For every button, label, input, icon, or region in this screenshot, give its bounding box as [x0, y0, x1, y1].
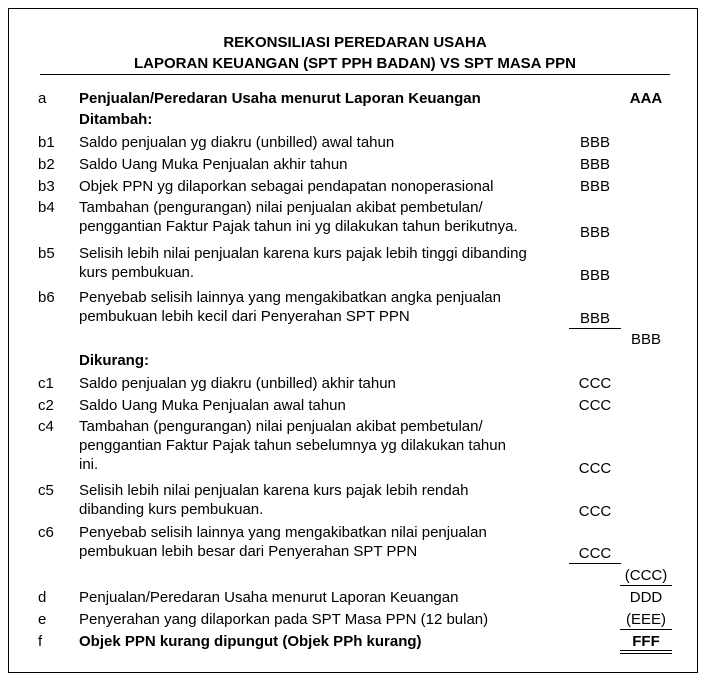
row-a-code: a [38, 90, 47, 107]
b3-amount: BBB [579, 178, 610, 195]
c2-amount: CCC [578, 397, 612, 414]
ditambah-sum-rule [569, 328, 621, 329]
row-d-total: DDD [629, 589, 663, 606]
row-f-code: f [38, 633, 43, 650]
c4-amount: CCC [578, 460, 612, 477]
c2-label: Saldo Uang Muka Penjualan awal tahun [79, 397, 346, 414]
final-double-rule-1 [620, 650, 672, 651]
row-d-label: Penjualan/Peredaran Usaha menurut Laporan Keuangan [79, 589, 459, 606]
b6-amount: BBB [579, 310, 610, 327]
c1-amount: CCC [578, 375, 612, 392]
c2-code: c2 [38, 397, 54, 414]
b6-label-line-2: pembukuan lebih kecil dari Penyerahan SPT PPN [79, 308, 410, 325]
b4-code: b4 [38, 199, 55, 216]
final-rule-top [620, 629, 672, 630]
b6-label-line-1: Penyebab selisih lainnya yang mengakibatkan angka penjualan [79, 289, 501, 306]
b5-code: b5 [38, 245, 55, 262]
dikurang-heading: Dikurang: [79, 352, 150, 369]
b3-code: b3 [38, 178, 55, 195]
title-line-2: LAPORAN KEUANGAN (SPT PPH BADAN) VS SPT MASA PPN [134, 55, 576, 72]
c5-amount: CCC [578, 503, 612, 520]
b1-code: b1 [38, 134, 55, 151]
b2-amount: BBB [579, 156, 610, 173]
b5-amount: BBB [579, 267, 610, 284]
b2-code: b2 [38, 156, 55, 173]
c1-label: Saldo penjualan yg diakru (unbilled) akhir tahun [79, 375, 396, 392]
b3-label: Objek PPN yg dilaporkan sebagai pendapatan nonoperasional [79, 178, 494, 195]
c5-label-line-2: dibanding kurs pembukuan. [79, 501, 264, 518]
b4-label-line-1: Tambahan (pengurangan) nilai penjualan akibat pembetulan/ [79, 199, 483, 216]
row-a-total: AAA [629, 90, 663, 107]
final-double-rule-2 [620, 653, 672, 654]
c4-label-line-2: penggantian Faktur Pajak tahun sebelumnya yg dilakukan tahun [79, 437, 506, 454]
row-a-label: Penjualan/Peredaran Usaha menurut Laporan Keuangan [79, 90, 481, 107]
c4-label-line-3: ini. [79, 456, 99, 473]
b6-code: b6 [38, 289, 55, 306]
b1-amount: BBB [579, 134, 610, 151]
c6-label-line-2: pembukuan lebih besar dari Penyerahan SPT PPN [79, 543, 418, 560]
row-f-label: Objek PPN kurang dipungut (Objek PPh kurang) [79, 633, 422, 650]
b5-label-line-1: Selisih lebih nilai penjualan karena kurs pajak lebih tinggi dibanding [79, 245, 527, 262]
title-underline [40, 74, 670, 75]
dikurang-sum-rule [569, 563, 621, 564]
b4-label-line-2: penggantian Faktur Pajak tahun ini yg dilakukan tahun berikutnya. [79, 218, 518, 235]
c4-label-line-1: Tambahan (pengurangan) nilai penjualan akibat pembetulan/ [79, 418, 483, 435]
row-e-code: e [38, 611, 47, 628]
row-e-label: Penyerahan yang dilaporkan pada SPT Masa PPN (12 bulan) [79, 611, 489, 628]
c6-code: c6 [38, 524, 54, 541]
ditambah-subtotal: BBB [630, 331, 661, 348]
b1-label: Saldo penjualan yg diakru (unbilled) awal tahun [79, 134, 395, 151]
row-d-code: d [38, 589, 47, 606]
dikurang-subtotal: (CCC) [624, 567, 668, 584]
c1-code: c1 [38, 375, 54, 392]
c6-label-line-1: Penyebab selisih lainnya yang mengakibatkan nilai penjualan [79, 524, 487, 541]
row-f-total: FFF [632, 633, 660, 650]
b4-amount: BBB [579, 224, 610, 241]
b2-label: Saldo Uang Muka Penjualan akhir tahun [79, 156, 348, 173]
total-rule [620, 585, 672, 586]
b5-label-line-2: kurs pembukuan. [79, 264, 195, 281]
c4-code: c4 [38, 418, 54, 435]
c5-label-line-1: Selisih lebih nilai penjualan karena kurs pajak lebih rendah [79, 482, 469, 499]
title-line-1: REKONSILIASI PEREDARAN USAHA [223, 34, 487, 51]
ditambah-heading: Ditambah: [79, 111, 153, 128]
c5-code: c5 [38, 482, 54, 499]
row-e-total: (EEE) [625, 611, 666, 628]
c6-amount: CCC [578, 545, 612, 562]
